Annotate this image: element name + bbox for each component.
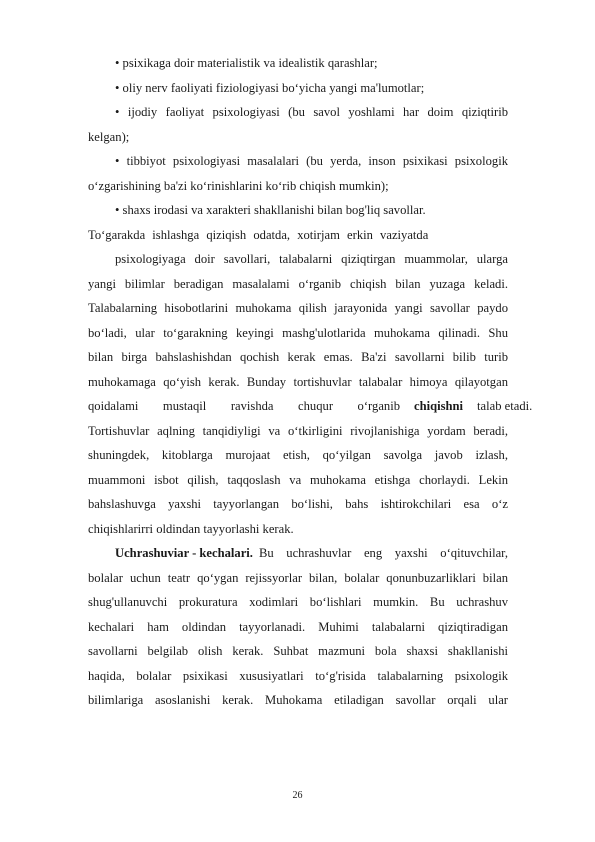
page-number: 26 xyxy=(292,790,303,801)
text-line: To‘garakda ishlashga qiziqish odatda, xotirjam erkin vaziyatda xyxy=(88,227,429,242)
paragraph-line: muammoni isbot qilish, taqqoslash va muhokama etishga chorlaydi. Lekin xyxy=(88,472,508,487)
paragraph-line: haqida, bolalar psixikasi xususiyatlari to‘g'risida talabalarning psixologik xyxy=(88,668,508,683)
paragraph-line xyxy=(88,541,508,566)
emphasis-text: chiqishni xyxy=(414,399,464,413)
paragraph-line: muhokamaga qo‘yish kerak. Bunday tortishuvlar talabalar himoya qilayotgan xyxy=(88,374,508,389)
bullet-item: • shaxs irodasi va xarakteri shakllanishi bilan bog'liq savollar. xyxy=(115,203,426,217)
paragraph-line: Tortishuvlar aqlning tanqidiyligi va o‘tkirligini rivojlanishiga yordam beradi, xyxy=(88,423,508,438)
paragraph-line: yangi bilimlar beradigan masalalami o‘rganib chiqish bilan yuzaga keladi. xyxy=(88,276,508,291)
paragraph-line: bilan birga bahslashishdan qochish kerak emas. Ba'zi savollarni bilib turib xyxy=(88,350,508,364)
paragraph-line: psixologiyaga doir savollari, talabalarni qiziqtirgan muammolar, ularga xyxy=(115,252,508,266)
paragraph-line: shuningdek, kitoblarga murojaat etish, qo‘yilgan savolga javob izlash, xyxy=(88,448,508,462)
bullet-item: • ijodiy faoliyat psixologiyasi (bu savol yoshlami har doim qiziqtirib xyxy=(115,105,508,119)
paragraph-line: savollarni belgilab olish kerak. Suhbat mazmuni bola shaxsi shakllanishi xyxy=(88,644,508,658)
paragraph-line: shug'ullanuvchi prokuratura xodimlari bo‘lishlari mumkin. Bu uchrashuv xyxy=(88,595,508,609)
section-heading: Uchrashuviar - kechalari. xyxy=(115,546,253,560)
text-line: kelgan); xyxy=(88,129,130,144)
paragraph-line: Talabalarning hisobotlarini muhokama qilish jarayonida yangi savollar paydo xyxy=(88,301,508,315)
paragraph-line: bahslashuvga yaxshi tayyorlangan bo‘lishi, bahs ishtirokchilari esa o‘z xyxy=(88,497,508,511)
paragraph-line xyxy=(88,394,533,419)
paragraph-line: kechalari ham oldindan tayyorlanadi. Muhimi talabalarni qiziqtiradigan xyxy=(88,619,508,634)
text-segment: Bu uchrashuvlar eng yaxshi o‘qituvchilar, xyxy=(258,546,508,560)
paragraph-line: bilimlariga asoslanishi kerak. Muhokama etiladigan savollar orqali ular xyxy=(88,693,508,707)
paragraph-line: chiqishlarirri oldindan tayyorlashi kerak. xyxy=(88,521,294,536)
paragraph-line: bo‘ladi, ular to‘garakning keyingi mashg'ulotlarida muhokama qilinadi. Shu xyxy=(88,325,508,340)
text-segment: qoidalami mustaqil ravishda chuqur o‘rganib xyxy=(88,399,400,413)
paragraph-line: bolalar uchun teatr qo‘ygan rejissyorlar bilan, bolalar qonunbuzarliklari bilan xyxy=(88,570,508,585)
bullet-item: • oliy nerv faoliyati fiziologiyasi bo‘yicha yangi ma'lumotlar; xyxy=(115,80,425,95)
bullet-item: • tibbiyot psixologiyasi masalalari (bu yerda, inson psixikasi psixologik xyxy=(115,154,508,168)
bullet-item: • psixikaga doir materialistik va idealistik qarashlar; xyxy=(115,56,378,70)
text-line: o‘zgarishining ba'zi ko‘rinishlarini ko‘rib chiqish mumkin); xyxy=(88,178,389,193)
document-body xyxy=(88,51,533,713)
text-segment: talab etadi. xyxy=(477,399,533,413)
